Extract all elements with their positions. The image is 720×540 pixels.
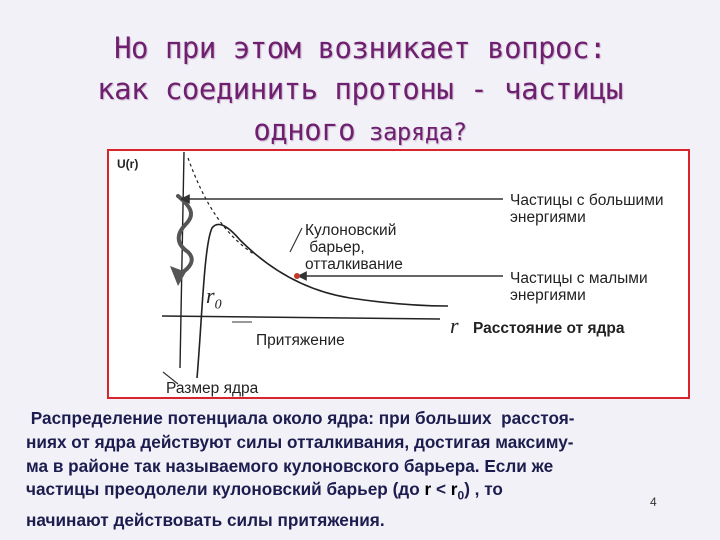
r0-label <box>206 283 222 313</box>
high-energy-label-line-2: энергиями <box>510 209 586 226</box>
title-line-2: как соединить протоны - частицы <box>97 72 623 106</box>
coulomb-label-line-2: барьер, <box>305 239 365 256</box>
low-energy-label-line-1: Частицы с малыми <box>510 270 648 287</box>
nucleus-size-label: Размер ядра <box>166 380 259 397</box>
distance-label: Расстояние от ядра <box>473 320 625 337</box>
r-symbol: r <box>424 479 432 500</box>
coulomb-label-line-3: отталкивание <box>305 256 403 273</box>
low-energy-label-line-2: энергиями <box>510 287 586 304</box>
r0-letter: r <box>206 283 215 308</box>
paragraph-line-5: начинают действовать силы притяжения. <box>26 509 385 530</box>
r0-subscript: 0 <box>214 297 222 313</box>
title-line-3b: заряда? <box>355 118 467 146</box>
r-axis-label: r <box>450 313 459 338</box>
description-paragraph <box>26 407 698 532</box>
less-than-symbol: < <box>431 479 451 500</box>
barrier-point <box>294 273 300 279</box>
r0-symbol-subscript: 0 <box>457 488 465 503</box>
title-line-3a: одного <box>253 113 356 147</box>
paragraph-line-4 <box>26 478 698 508</box>
low-energy-label <box>510 270 648 304</box>
coulomb-label-line-1: Кулоновский <box>305 222 397 239</box>
coulomb-pointer <box>290 228 302 252</box>
high-energy-label <box>510 192 664 226</box>
paragraph-line-4a: частицы преодолели кулоновский барьер (до <box>26 479 425 500</box>
wavy-arrow <box>178 196 192 274</box>
paragraph-line-1: Распределение потенциала около ядра: при больших расстоя- <box>26 408 575 428</box>
high-energy-label-line-1: Частицы с большими <box>510 192 664 209</box>
attraction-label: Притяжение <box>256 332 345 349</box>
page-number: 4 <box>650 495 657 509</box>
y-axis-label: U(r) <box>117 157 139 171</box>
paragraph-line-4b: ) , то <box>464 479 503 500</box>
wavy-arrow-head <box>170 266 186 286</box>
coulomb-dashed-curve <box>188 158 255 255</box>
paragraph-line-3: ма в районе так называемого кулоновского барьера. Если же <box>26 455 554 476</box>
title-line-1: Но при этом возникает вопрос: <box>114 31 606 65</box>
coulomb-barrier-label <box>305 222 403 273</box>
r0-symbol: r <box>450 479 458 500</box>
y-axis <box>180 152 184 368</box>
x-axis <box>162 316 440 319</box>
paragraph-line-2: ниях от ядра действуют силы отталкивания, достигая максиму- <box>26 431 574 452</box>
